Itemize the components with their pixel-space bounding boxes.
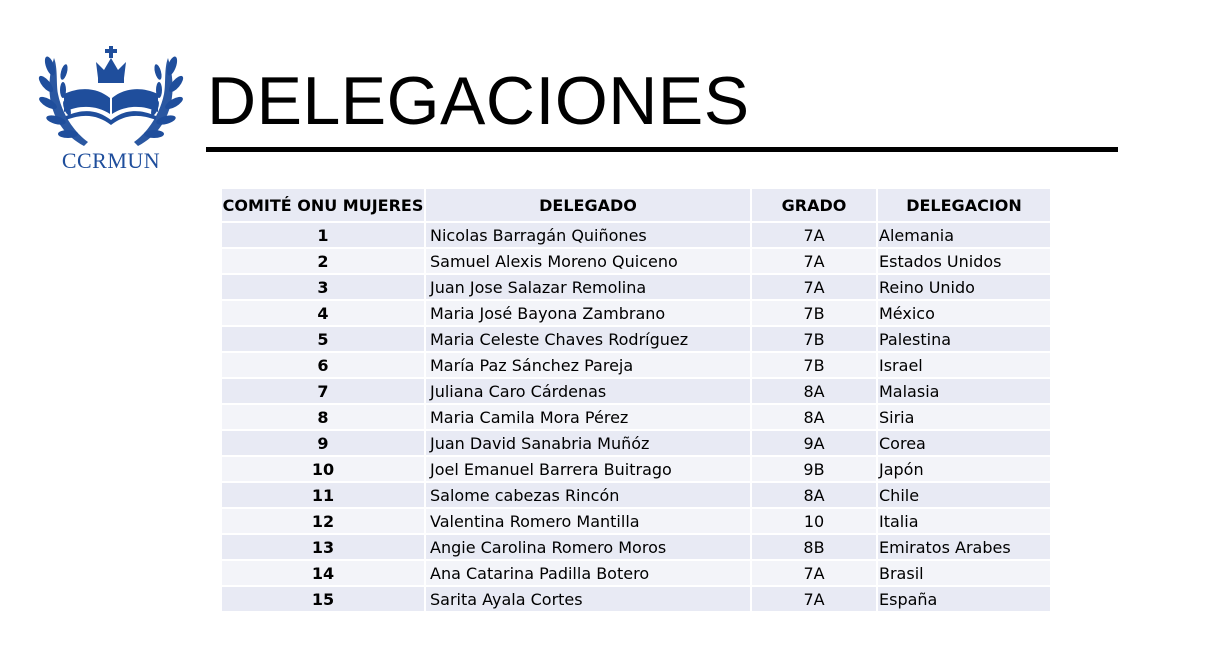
row-number: 7 bbox=[222, 379, 426, 405]
table-row bbox=[222, 327, 1052, 353]
delegations-table bbox=[222, 189, 1052, 613]
delegation: Malasia bbox=[878, 379, 1052, 405]
table-row bbox=[222, 223, 1052, 249]
header-grade: GRADO bbox=[752, 189, 878, 223]
grade: 7B bbox=[752, 327, 878, 353]
delegate-name: Nicolas Barragán Quiñones bbox=[426, 223, 752, 249]
grade: 7A bbox=[752, 561, 878, 587]
delegation: Corea bbox=[878, 431, 1052, 457]
grade: 7A bbox=[752, 587, 878, 613]
delegate-name: Valentina Romero Mantilla bbox=[426, 509, 752, 535]
row-number: 12 bbox=[222, 509, 426, 535]
delegation: Palestina bbox=[878, 327, 1052, 353]
table-row bbox=[222, 431, 1052, 457]
grade: 9A bbox=[752, 431, 878, 457]
table-header-row bbox=[222, 189, 1052, 223]
delegation: Reino Unido bbox=[878, 275, 1052, 301]
table-row bbox=[222, 457, 1052, 483]
delegate-name: Angie Carolina Romero Moros bbox=[426, 535, 752, 561]
delegation: Emiratos Arabes bbox=[878, 535, 1052, 561]
delegate-name: Maria Camila Mora Pérez bbox=[426, 405, 752, 431]
row-number: 3 bbox=[222, 275, 426, 301]
header-delegate: DELEGADO bbox=[426, 189, 752, 223]
table-row bbox=[222, 249, 1052, 275]
header-committee: COMITÉ ONU MUJERES bbox=[222, 189, 426, 223]
delegation: España bbox=[878, 587, 1052, 613]
table-row bbox=[222, 405, 1052, 431]
row-number: 11 bbox=[222, 483, 426, 509]
table-row bbox=[222, 509, 1052, 535]
logo-wordmark: CCRMUN bbox=[61, 148, 161, 173]
title-underline bbox=[206, 147, 1118, 152]
table-row bbox=[222, 379, 1052, 405]
delegate-name: María Paz Sánchez Pareja bbox=[426, 353, 752, 379]
grade: 7B bbox=[752, 301, 878, 327]
delegate-name: Samuel Alexis Moreno Quiceno bbox=[426, 249, 752, 275]
row-number: 13 bbox=[222, 535, 426, 561]
table-row bbox=[222, 587, 1052, 613]
grade: 10 bbox=[752, 509, 878, 535]
table-row bbox=[222, 301, 1052, 327]
row-number: 9 bbox=[222, 431, 426, 457]
table-row bbox=[222, 561, 1052, 587]
delegation: Alemania bbox=[878, 223, 1052, 249]
row-number: 8 bbox=[222, 405, 426, 431]
grade: 8A bbox=[752, 483, 878, 509]
grade: 7A bbox=[752, 223, 878, 249]
delegate-name: Maria Celeste Chaves Rodríguez bbox=[426, 327, 752, 353]
delegate-name: Joel Emanuel Barrera Buitrago bbox=[426, 457, 752, 483]
row-number: 14 bbox=[222, 561, 426, 587]
delegate-name: Salome cabezas Rincón bbox=[426, 483, 752, 509]
delegate-name: Juliana Caro Cárdenas bbox=[426, 379, 752, 405]
row-number: 4 bbox=[222, 301, 426, 327]
header-delegation: DELEGACION bbox=[878, 189, 1052, 223]
ccrmun-logo bbox=[36, 28, 186, 178]
delegation: Israel bbox=[878, 353, 1052, 379]
delegation: Japón bbox=[878, 457, 1052, 483]
delegation: Brasil bbox=[878, 561, 1052, 587]
delegation: Chile bbox=[878, 483, 1052, 509]
grade: 8B bbox=[752, 535, 878, 561]
row-number: 2 bbox=[222, 249, 426, 275]
delegation: México bbox=[878, 301, 1052, 327]
delegate-name: Juan David Sanabria Muñóz bbox=[426, 431, 752, 457]
delegate-name: Juan Jose Salazar Remolina bbox=[426, 275, 752, 301]
delegation: Estados Unidos bbox=[878, 249, 1052, 275]
delegation: Italia bbox=[878, 509, 1052, 535]
delegate-name: Ana Catarina Padilla Botero bbox=[426, 561, 752, 587]
grade: 7A bbox=[752, 249, 878, 275]
grade: 8A bbox=[752, 379, 878, 405]
row-number: 5 bbox=[222, 327, 426, 353]
laurel-crown-book-icon bbox=[36, 28, 186, 153]
page-title: DELEGACIONES bbox=[207, 63, 750, 139]
table-row bbox=[222, 353, 1052, 379]
row-number: 10 bbox=[222, 457, 426, 483]
grade: 7A bbox=[752, 275, 878, 301]
grade: 7B bbox=[752, 353, 878, 379]
table-row bbox=[222, 275, 1052, 301]
table-row bbox=[222, 483, 1052, 509]
table-row bbox=[222, 535, 1052, 561]
grade: 9B bbox=[752, 457, 878, 483]
row-number: 15 bbox=[222, 587, 426, 613]
row-number: 1 bbox=[222, 223, 426, 249]
delegation: Siria bbox=[878, 405, 1052, 431]
row-number: 6 bbox=[222, 353, 426, 379]
delegate-name: Sarita Ayala Cortes bbox=[426, 587, 752, 613]
delegate-name: Maria José Bayona Zambrano bbox=[426, 301, 752, 327]
grade: 8A bbox=[752, 405, 878, 431]
